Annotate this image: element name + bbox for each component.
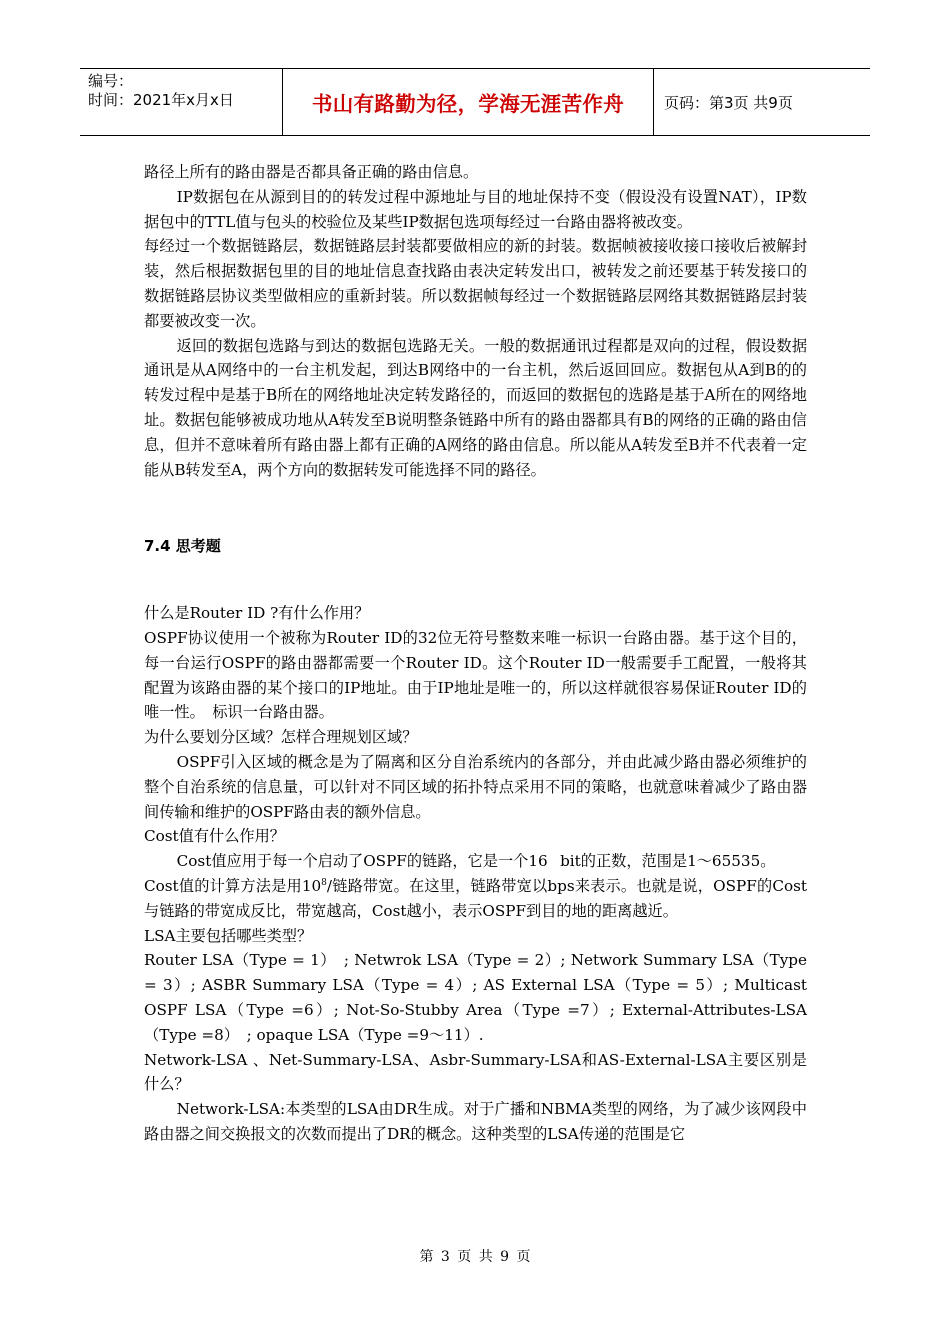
paragraph: 返回的数据包选路与到达的数据包选路无关。一般的数据通讯过程都是双向的过程，假设数据通讯是从A网络中的一台主机发起，到达B网络中的一台主机，然后返回回应。数据包从A到B的的转发过程中是基于B所在的网络地址决定转发路径的，而返回的数据包的选路是基于A所在的网络地址。数据包能够被成功地从A转发至B说明整条链路中所有的路由器都具有B的网络的正确的路由信息，但并不意味着所有路由器上都有正确的A网络的路由信息。所以能从A转发至B并不代表着一定能从B转发至A，两个方向的数据转发可能选择不同的路径。 — [144, 336, 807, 479]
answer: OSPF引入区域的概念是为了隔离和区分自治系统内的各部分，并由此减少路由器必须维护的整个自治系统的信息量，可以针对不同区域的拓扑特点采用不同的策略，也就意味着减少了路由器间传输和维护的OSPF路由表的额外信息。 — [144, 752, 807, 821]
header-meta — [80, 69, 283, 135]
header-page-number: 页码：第3页 共9页 — [664, 93, 793, 112]
paragraph: IP数据包在从源到目的的转发过程中源地址与目的地址保持不变（假设没有设置NAT），IP数据包中的TTL值与包头的校验位及某些IP数据包选项每经过一台路由器将被改变。 — [144, 187, 807, 231]
header-motto: 书山有路勤为径，学海无涯苦作舟 — [283, 69, 654, 135]
page-footer: 第 3 页 共 9 页 — [419, 1249, 531, 1265]
question: LSA主要包括哪些类型？ — [144, 926, 313, 945]
cost-formula-suffix: /链路带宽。在这里，链路带宽以bps来表示。也就是说，OSPF的Cost与链路的带宽成反比，带宽越高，Cost越小，表示OSPF到目的地的距离越近。 — [144, 876, 807, 920]
question: Network-LSA 、Net-Summary-LSA、Asbr-Summary-LSA和AS-External-LSA主要区别是什么？ — [144, 1050, 807, 1094]
question: 什么是Router ID ?有什么作用？ — [144, 604, 370, 623]
date-label: 时间：2021年x月x日 — [88, 91, 234, 109]
page-header — [80, 68, 870, 136]
answer: Network-LSA:本类型的LSA由DR生成。对于广播和NBMA类型的网络，为了减少该网段中路由器之间交换报文的次数而提出了DR的概念。这种类型的LSA传递的范围是它 — [144, 1100, 807, 1143]
answer — [144, 874, 807, 924]
answer: Router LSA（Type = 1） ; Netwrok LSA（Type = 2）; Network Summary LSA（Type = 3）; ASBR Summary LSA（Type = 4）; AS External LSA（Type = 5）; Multicast OSPF LSA（Type =6）; Not-So-Stubby Area（Type =7）; External-Attributes-LSA（Type =8） ; opaque LSA（Type =9～11）. — [144, 951, 807, 1044]
section-heading: 7.4 思考题 — [144, 537, 221, 556]
answer: OSPF协议使用一个被称为Router ID的32位无符号整数来唯一标识一台路由器。基于这个目的，每一台运行OSPF的路由器都需要一个Router ID。这个Router ID一般需要手工配置，一般将其配置为该路由器的某个接口的IP地址。由于IP地址是唯一的，所以这样就很容易保证Router ID的唯一性。 标识一台路由器。 — [144, 628, 807, 722]
doc-number-label: 编号： — [88, 72, 134, 90]
paragraph: 每经过一个数据链路层，数据链路层封装都要做相应的新的封装。数据帧被接收接口接收后被解封装，然后根据数据包里的目的地址信息查找路由表决定转发出口，被转发之前还要基于转发接口的数据链路层协议类型做相应的重新封装。所以数据帧每经过一个数据链路层网络其数据链路层封装都要被改变一次。 — [144, 237, 807, 330]
cost-formula-prefix: Cost值的计算方法是用10 — [144, 876, 322, 895]
answer: Cost值应用于每一个启动了OSPF的链路，它是一个16 bit的正数，范围是1～65535。 — [176, 852, 776, 871]
paragraph: 路径上所有的路由器是否都具备正确的路由信息。 — [144, 163, 479, 181]
question: 为什么要划分区域？怎样合理规划区域？ — [144, 728, 418, 747]
document-body — [144, 160, 807, 1147]
cost-formula-exponent: 8 — [321, 877, 327, 888]
question: Cost值有什么作用？ — [144, 827, 285, 846]
